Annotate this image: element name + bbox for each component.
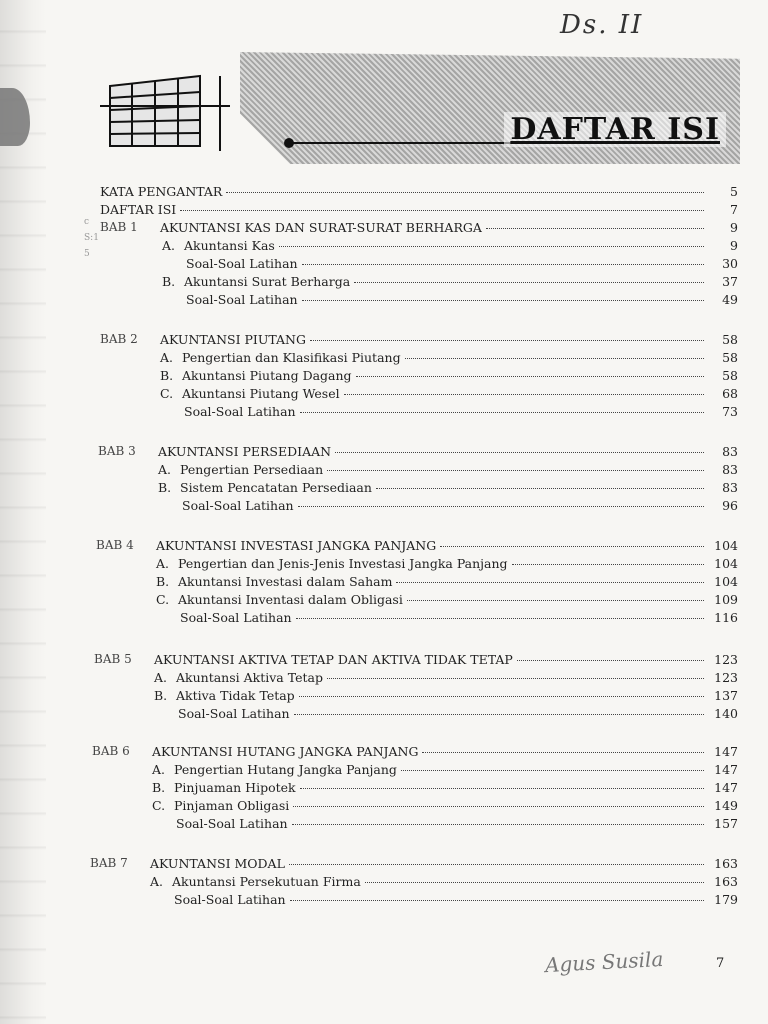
toc-leader-dots <box>401 770 704 771</box>
toc-page-number: 58 <box>722 350 738 365</box>
toc-leader-dots <box>300 788 704 789</box>
toc-exercises <box>186 292 738 308</box>
toc-entry-title: Pinjuaman Hipotek <box>174 780 296 795</box>
toc-page-number: 163 <box>714 856 738 871</box>
toc-leader-dots <box>376 488 704 489</box>
toc-entry-title: Pengertian Persediaan <box>180 462 324 477</box>
toc-page-number: 123 <box>714 652 738 667</box>
toc-page-number: 137 <box>714 688 738 703</box>
toc-entry-title: Pengertian dan Jenis-Jenis Investasi Jangka Panjang <box>178 556 508 571</box>
toc-subsection <box>154 670 738 686</box>
toc-entry-title: Sistem Pencatatan Persediaan <box>180 480 372 495</box>
toc-item-letter: A. <box>162 238 176 253</box>
toc-item-letter: B. <box>152 780 166 795</box>
toc-page-number: 9 <box>730 238 738 253</box>
handwritten-note: Ds. II <box>560 10 644 40</box>
chapter-label: BAB 6 <box>92 744 130 758</box>
toc-page-number: 5 <box>730 184 738 199</box>
toc-chapter-bab5 <box>154 652 738 668</box>
toc-item-letter: B. <box>158 480 172 495</box>
toc-chapter-bab3 <box>158 444 738 460</box>
handwritten-signature: Agus Susila <box>544 946 664 978</box>
toc-exercises <box>186 256 738 272</box>
toc-entry-title: Soal-Soal Latihan <box>186 292 298 307</box>
toc-chapter-bab4 <box>156 538 738 554</box>
toc-item-letter: A. <box>160 350 174 365</box>
toc-leader-dots <box>512 564 704 565</box>
toc-subsection <box>158 462 738 478</box>
page-title: DAFTAR ISI <box>504 112 726 147</box>
toc-subsection <box>158 480 738 496</box>
toc-page-number: 116 <box>714 610 738 625</box>
toc-page-number: 58 <box>722 368 738 383</box>
toc-entry-title: AKUNTANSI PERSEDIAAN <box>158 444 332 459</box>
toc-item-letter: B. <box>162 274 176 289</box>
toc-page-number: 30 <box>722 256 738 271</box>
toc-entry-title: AKUNTANSI HUTANG JANGKA PANJANG <box>152 744 419 759</box>
toc-exercises <box>176 816 738 832</box>
toc-item-letter: B. <box>160 368 174 383</box>
chapter-label: BAB 1 <box>100 220 138 234</box>
toc-leader-dots <box>302 264 704 265</box>
toc-page-number: 147 <box>714 780 738 795</box>
toc-subsection <box>156 574 738 590</box>
toc-leader-dots <box>356 376 704 377</box>
toc-page-number: 123 <box>714 670 738 685</box>
toc-leader-dots <box>279 246 704 247</box>
toc-subsection <box>156 556 738 572</box>
toc-page-number: 179 <box>714 892 738 907</box>
toc-page-number: 109 <box>714 592 738 607</box>
toc-leader-dots <box>296 618 704 619</box>
toc-entry-title: Akuntansi Piutang Wesel <box>182 386 340 401</box>
binding-edge <box>0 0 46 1024</box>
toc-item-letter: A. <box>158 462 172 477</box>
toc-page-number: 58 <box>722 332 738 347</box>
toc-entry-title: Soal-Soal Latihan <box>176 816 288 831</box>
toc-page-number: 104 <box>714 574 738 589</box>
toc-leader-dots <box>298 506 704 507</box>
toc-page-number: 96 <box>722 498 738 513</box>
toc-item-letter: C. <box>160 386 174 401</box>
toc-leader-dots <box>299 696 704 697</box>
toc-leader-dots <box>180 210 704 211</box>
toc-page-number: 147 <box>714 762 738 777</box>
toc-item-letter: A. <box>156 556 170 571</box>
toc-subsection <box>160 350 738 366</box>
chapter-label: BAB 5 <box>94 652 132 666</box>
banner-rule <box>288 142 518 144</box>
toc-entry-title: Akuntansi Aktiva Tetap <box>176 670 323 685</box>
toc-page-number: 7 <box>730 202 738 217</box>
toc-entry-title: Soal-Soal Latihan <box>180 610 292 625</box>
toc-item-letter: B. <box>154 688 168 703</box>
toc-subsection <box>150 874 738 890</box>
toc-exercises <box>178 706 738 722</box>
toc-entry-title: Pengertian Hutang Jangka Panjang <box>174 762 397 777</box>
toc-entry-title: Soal-Soal Latihan <box>186 256 298 271</box>
toc-subsection <box>162 238 738 254</box>
toc-entry-title: Soal-Soal Latihan <box>178 706 290 721</box>
toc-subsection <box>160 386 738 402</box>
toc-entry-title: AKUNTANSI INVESTASI JANGKA PANJANG <box>156 538 437 553</box>
toc-page-number: 68 <box>722 386 738 401</box>
chapter-label: BAB 3 <box>98 444 136 458</box>
toc-entry-title: AKUNTANSI PIUTANG <box>160 332 306 347</box>
chapter-label: BAB 4 <box>96 538 134 552</box>
toc-chapter-bab2 <box>160 332 738 348</box>
toc-entry-title: Akuntansi Kas <box>184 238 275 253</box>
toc-page-number: 83 <box>722 480 738 495</box>
toc-leader-dots <box>327 678 704 679</box>
toc-entry-title: Akuntansi Piutang Dagang <box>182 368 352 383</box>
toc-leader-dots <box>440 546 704 547</box>
toc-entry-title: Soal-Soal Latihan <box>174 892 286 907</box>
toc-entry-title: Pengertian dan Klasifikasi Piutang <box>182 350 401 365</box>
building-icon <box>100 66 240 156</box>
toc-chapter-bab6 <box>152 744 738 760</box>
toc-leader-dots <box>365 882 704 883</box>
toc-entry-title: Soal-Soal Latihan <box>182 498 294 513</box>
toc-page-number: 83 <box>722 444 738 459</box>
toc-entry-title: Akuntansi Inventasi dalam Obligasi <box>178 592 403 607</box>
toc-subsection <box>156 592 738 608</box>
toc-entry-kata-pengantar <box>100 184 738 200</box>
toc-page-number: 163 <box>714 874 738 889</box>
toc-leader-dots <box>486 228 704 229</box>
toc-leader-dots <box>354 282 704 283</box>
toc-leader-dots <box>405 358 704 359</box>
toc-leader-dots <box>289 864 704 865</box>
toc-item-letter: A. <box>152 762 166 777</box>
toc-entry-title: Akuntansi Surat Berharga <box>184 274 351 289</box>
toc-page-number: 73 <box>722 404 738 419</box>
toc-leader-dots <box>302 300 704 301</box>
toc-subsection <box>154 688 738 704</box>
toc-leader-dots <box>335 452 704 453</box>
toc-entry-title: Akuntansi Persekutuan Firma <box>172 874 361 889</box>
page-number: 7 <box>716 956 725 971</box>
toc-leader-dots <box>327 470 704 471</box>
toc-exercises <box>180 610 738 626</box>
toc-leader-dots <box>292 824 704 825</box>
banner-dot <box>284 138 294 148</box>
toc-entry-title: Aktiva Tidak Tetap <box>176 688 295 703</box>
banner-texture <box>240 52 740 164</box>
chapter-label: BAB 7 <box>90 856 128 870</box>
toc-subsection <box>152 780 738 796</box>
toc-entry-title: Akuntansi Investasi dalam Saham <box>178 574 393 589</box>
toc-page-number: 37 <box>722 274 738 289</box>
toc-item-letter: B. <box>156 574 170 589</box>
toc-leader-dots <box>396 582 704 583</box>
toc-page-number: 140 <box>714 706 738 721</box>
toc-leader-dots <box>293 806 704 807</box>
toc-entry-title: AKUNTANSI AKTIVA TETAP DAN AKTIVA TIDAK TETAP <box>154 652 513 667</box>
toc-page-number: 9 <box>730 220 738 235</box>
toc-leader-dots <box>517 660 704 661</box>
toc-subsection <box>152 762 738 778</box>
toc-chapter-bab1 <box>160 220 738 236</box>
toc-exercises <box>184 404 738 420</box>
toc-leader-dots <box>294 714 704 715</box>
toc-leader-dots <box>407 600 704 601</box>
toc-entry-daftar-isi <box>100 202 738 218</box>
toc-page-number: 157 <box>714 816 738 831</box>
toc-entry-title: DAFTAR ISI <box>100 202 177 217</box>
toc-page-number: 49 <box>722 292 738 307</box>
toc-item-letter: A. <box>150 874 164 889</box>
toc-leader-dots <box>310 340 704 341</box>
toc-item-letter: C. <box>156 592 170 607</box>
toc-leader-dots <box>226 192 704 193</box>
margin-marks: c S:1 5 <box>84 217 99 259</box>
toc-page-number: 83 <box>722 462 738 477</box>
toc-page-number: 149 <box>714 798 738 813</box>
toc-subsection <box>162 274 738 290</box>
toc-page-number: 104 <box>714 556 738 571</box>
toc-entry-title: Pinjaman Obligasi <box>174 798 290 813</box>
toc-chapter-bab7 <box>150 856 738 872</box>
toc-exercises <box>174 892 738 908</box>
toc-leader-dots <box>344 394 704 395</box>
toc-entry-title: KATA PENGANTAR <box>100 184 223 199</box>
toc-exercises <box>182 498 738 514</box>
toc-entry-title: Soal-Soal Latihan <box>184 404 296 419</box>
toc-subsection <box>152 798 738 814</box>
toc-entry-title: AKUNTANSI MODAL <box>150 856 285 871</box>
toc-subsection <box>160 368 738 384</box>
toc-item-letter: C. <box>152 798 166 813</box>
header-banner <box>100 48 740 168</box>
toc-leader-dots <box>300 412 704 413</box>
toc-item-letter: A. <box>154 670 168 685</box>
toc-entry-title: AKUNTANSI KAS DAN SURAT-SURAT BERHARGA <box>160 220 482 235</box>
toc-leader-dots <box>422 752 704 753</box>
toc-leader-dots <box>290 900 704 901</box>
toc-page-number: 147 <box>714 744 738 759</box>
chapter-label: BAB 2 <box>100 332 138 346</box>
toc-page-number: 104 <box>714 538 738 553</box>
